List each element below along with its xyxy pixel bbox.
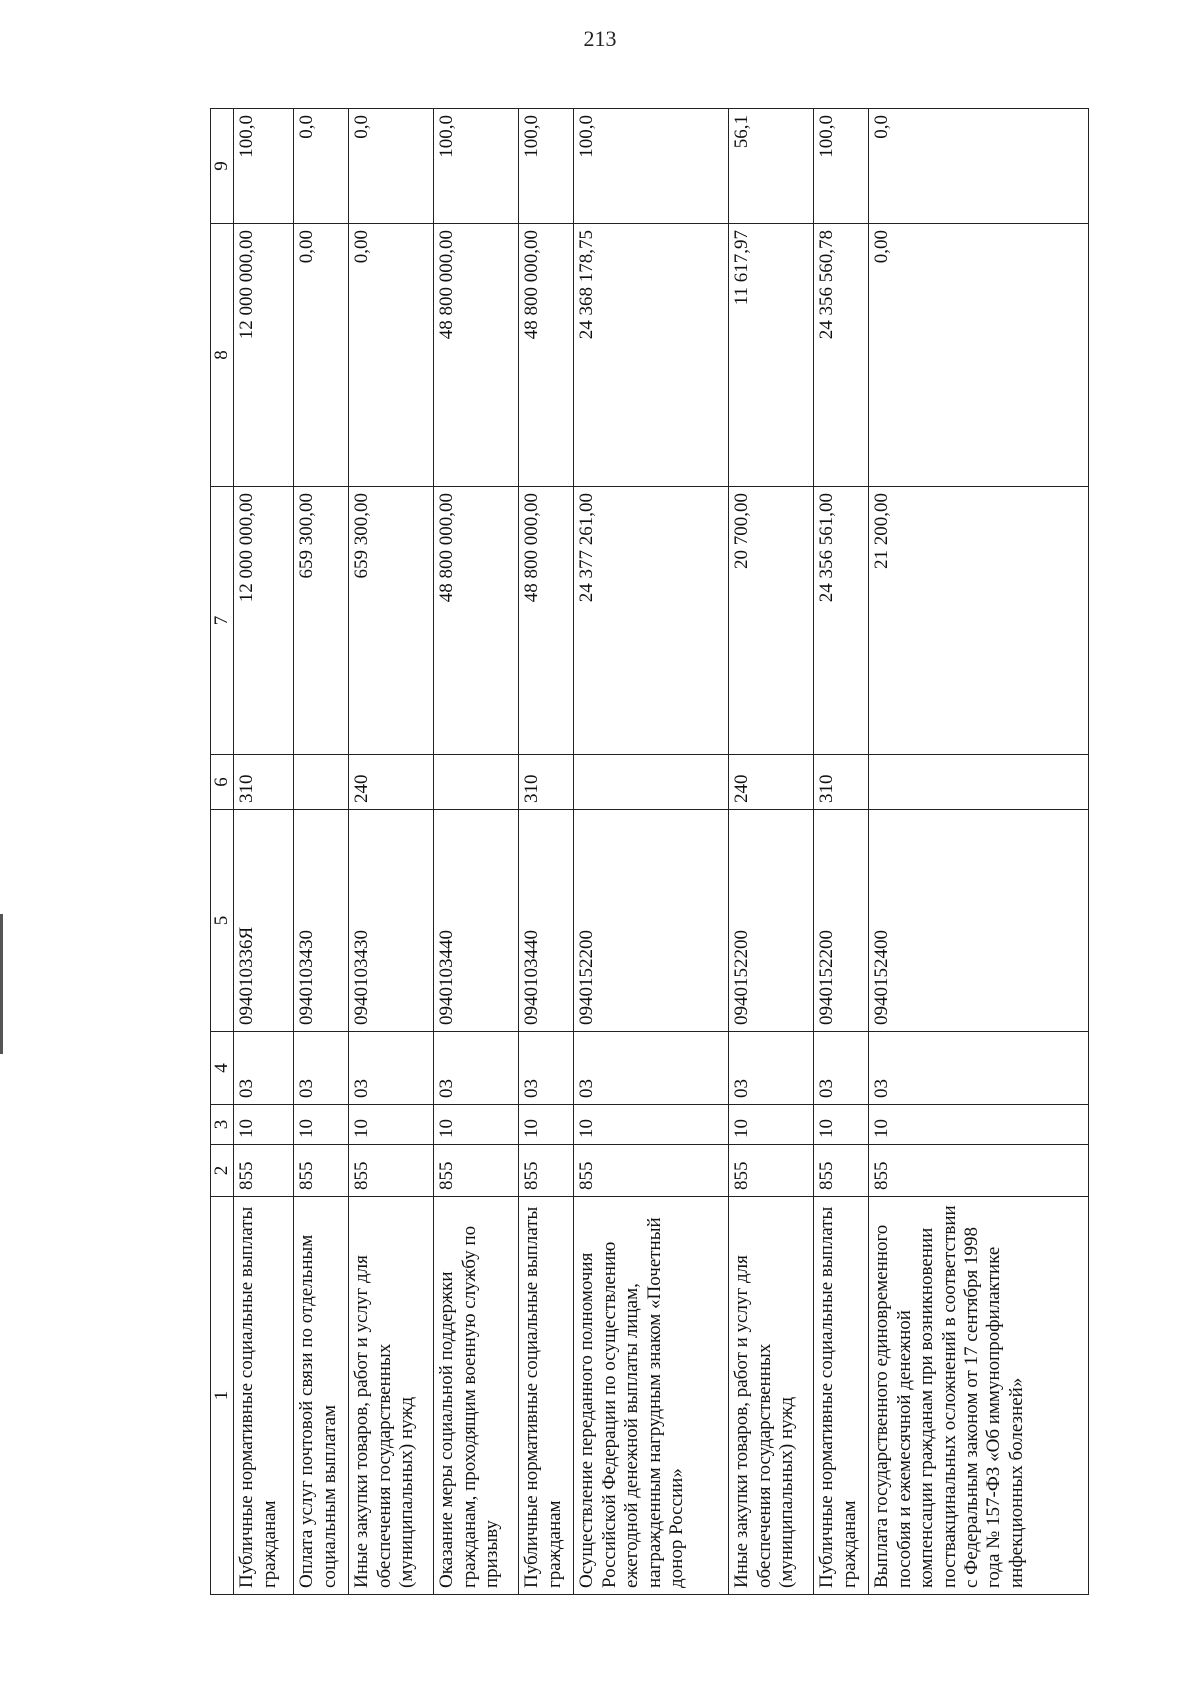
header-row <box>211 109 234 1595</box>
row-name: Оплата услуг почтовой связи по отдельным социальным выплатам <box>294 1197 349 1595</box>
cell-col-7: 24 377 261,00 <box>574 487 729 755</box>
cell-col-3: 10 <box>814 1105 869 1145</box>
cell-col-4: 03 <box>434 1032 519 1105</box>
table-row <box>234 109 294 1595</box>
header-col-4: 4 <box>211 1032 234 1105</box>
cell-col-6: 310 <box>519 755 574 810</box>
cell-col-4: 03 <box>869 1032 1089 1105</box>
cell-col-5: 0940103430 <box>349 810 434 1032</box>
cell-col-5: 0940103440 <box>434 810 519 1032</box>
cell-col-4: 03 <box>729 1032 814 1105</box>
cell-col-7: 24 356 561,00 <box>814 487 869 755</box>
cell-col-3: 10 <box>519 1105 574 1145</box>
cell-col-6: 310 <box>234 755 294 810</box>
cell-col-7: 21 200,00 <box>869 487 1089 755</box>
cell-col-8: 48 800 000,00 <box>519 224 574 487</box>
page-number: 213 <box>583 26 617 51</box>
cell-col-5: 0940152200 <box>729 810 814 1032</box>
cell-col-9: 56,1 <box>729 109 814 224</box>
cell-col-9: 0,0 <box>294 109 349 224</box>
cell-col-8: 12 000 000,00 <box>234 224 294 487</box>
cell-col-5: 0940103440 <box>519 810 574 1032</box>
cell-col-3: 10 <box>434 1105 519 1145</box>
header-col-8: 8 <box>211 224 234 487</box>
cell-col-2: 855 <box>869 1145 1089 1197</box>
budget-table <box>210 108 1089 1595</box>
header-col-6: 6 <box>211 755 234 810</box>
row-name: Оказание меры социальной поддержки гражданам, проходящим военную службу по призыву <box>434 1197 519 1595</box>
cell-col-7: 20 700,00 <box>729 487 814 755</box>
cell-col-6: 240 <box>729 755 814 810</box>
row-name: Публичные нормативные социальные выплаты гражданам <box>234 1197 294 1595</box>
scan-edge-mark <box>0 914 3 1054</box>
cell-col-2: 855 <box>814 1145 869 1197</box>
cell-col-7: 12 000 000,00 <box>234 487 294 755</box>
cell-col-8: 48 800 000,00 <box>434 224 519 487</box>
cell-col-8: 24 356 560,78 <box>814 224 869 487</box>
table-row <box>434 109 519 1595</box>
cell-col-6 <box>434 755 519 810</box>
cell-col-3: 10 <box>729 1105 814 1145</box>
row-name: Публичные нормативные социальные выплаты гражданам <box>519 1197 574 1595</box>
cell-col-8: 24 368 178,75 <box>574 224 729 487</box>
cell-col-2: 855 <box>294 1145 349 1197</box>
cell-col-4: 03 <box>519 1032 574 1105</box>
cell-col-6 <box>294 755 349 810</box>
rotated-table-wrapper <box>210 109 1085 1595</box>
header-col-1: 1 <box>211 1197 234 1595</box>
cell-col-4: 03 <box>814 1032 869 1105</box>
cell-col-9: 0,0 <box>869 109 1089 224</box>
row-name: Иные закупки товаров, работ и услуг для обеспечения государственных (муниципальных) нужд <box>729 1197 814 1595</box>
header-col-5: 5 <box>211 810 234 1032</box>
cell-col-4: 03 <box>349 1032 434 1105</box>
cell-col-2: 855 <box>234 1145 294 1197</box>
cell-col-6 <box>574 755 729 810</box>
cell-col-6: 240 <box>349 755 434 810</box>
cell-col-5: 0940152200 <box>574 810 729 1032</box>
cell-col-9: 100,0 <box>434 109 519 224</box>
cell-col-2: 855 <box>519 1145 574 1197</box>
cell-col-6 <box>869 755 1089 810</box>
row-name: Иные закупки товаров, работ и услуг для обеспечения государственных (муниципальных) нужд <box>349 1197 434 1595</box>
cell-col-4: 03 <box>294 1032 349 1105</box>
table-row <box>294 109 349 1595</box>
row-name: Публичные нормативные социальные выплаты гражданам <box>814 1197 869 1595</box>
cell-col-9: 100,0 <box>574 109 729 224</box>
cell-col-9: 100,0 <box>519 109 574 224</box>
cell-col-7: 48 800 000,00 <box>519 487 574 755</box>
cell-col-9: 0,0 <box>349 109 434 224</box>
header-col-3: 3 <box>211 1105 234 1145</box>
table-row <box>729 109 814 1595</box>
cell-col-7: 659 300,00 <box>294 487 349 755</box>
cell-col-3: 10 <box>349 1105 434 1145</box>
cell-col-2: 855 <box>349 1145 434 1197</box>
row-name: Осуществление переданного полномочия Российской Федерации по осуществлению ежегодной денежной выплаты лицам, награжденным нагрудным знаком «Почетный донор России» <box>574 1197 729 1595</box>
cell-col-7: 659 300,00 <box>349 487 434 755</box>
cell-col-2: 855 <box>574 1145 729 1197</box>
cell-col-5: 0940152400 <box>869 810 1089 1032</box>
cell-col-3: 10 <box>574 1105 729 1145</box>
cell-col-3: 10 <box>869 1105 1089 1145</box>
cell-col-3: 10 <box>294 1105 349 1145</box>
cell-col-3: 10 <box>234 1105 294 1145</box>
header-col-7: 7 <box>211 487 234 755</box>
cell-col-8: 0,00 <box>869 224 1089 487</box>
cell-col-8: 0,00 <box>349 224 434 487</box>
header-col-2: 2 <box>211 1145 234 1197</box>
header-col-9: 9 <box>211 109 234 224</box>
cell-col-6: 310 <box>814 755 869 810</box>
cell-col-2: 855 <box>729 1145 814 1197</box>
cell-col-4: 03 <box>234 1032 294 1105</box>
cell-col-9: 100,0 <box>814 109 869 224</box>
table-row <box>574 109 729 1595</box>
table-row <box>869 109 1089 1595</box>
cell-col-5: 0940103430 <box>294 810 349 1032</box>
table-row <box>814 109 869 1595</box>
cell-col-5: 094010336Я <box>234 810 294 1032</box>
table-row <box>349 109 434 1595</box>
cell-col-7: 48 800 000,00 <box>434 487 519 755</box>
cell-col-4: 03 <box>574 1032 729 1105</box>
cell-col-8: 0,00 <box>294 224 349 487</box>
row-name: Выплата государственного единовременного пособия и ежемесячной денежной компенсации гражданам при возникновении поствакцинальных осложнений в соответствии с Федеральным законом от 17 сентября 1998 года № 157-ФЗ «Об иммунопрофилактике инфекционных болезней» <box>869 1197 1089 1595</box>
cell-col-8: 11 617,97 <box>729 224 814 487</box>
cell-col-9: 100,0 <box>234 109 294 224</box>
cell-col-5: 0940152200 <box>814 810 869 1032</box>
cell-col-2: 855 <box>434 1145 519 1197</box>
table-row <box>519 109 574 1595</box>
